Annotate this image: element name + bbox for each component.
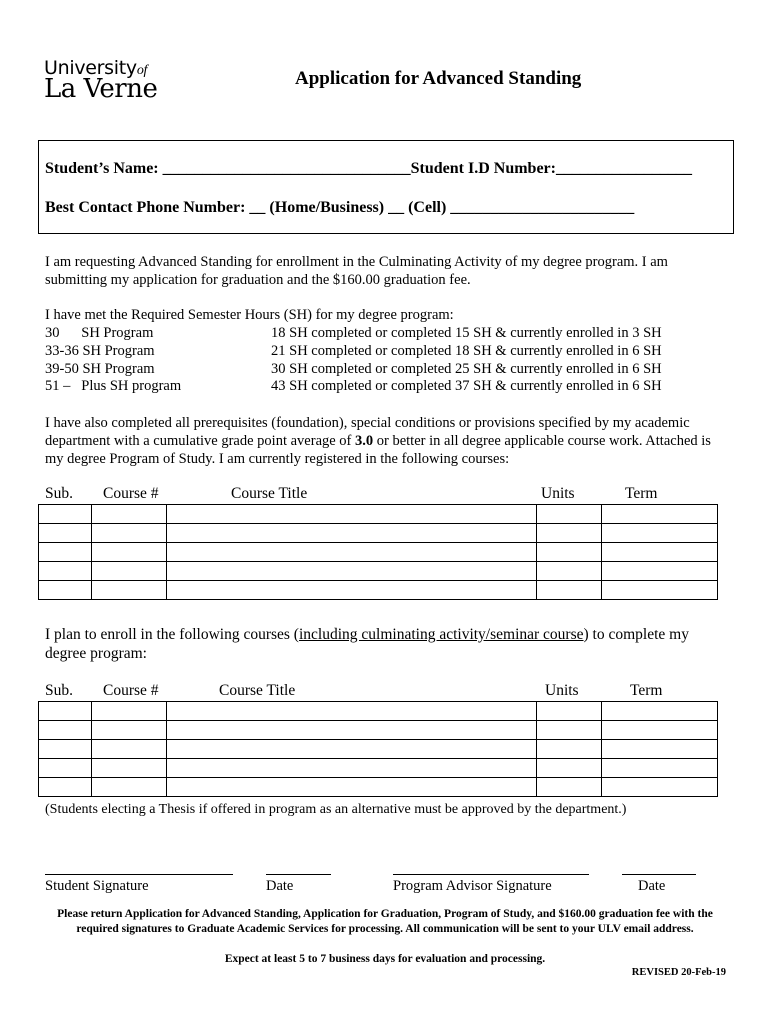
sh-program-3: 51 – Plus SH program (45, 378, 182, 394)
cell[interactable] (39, 759, 92, 778)
cell[interactable] (167, 543, 537, 562)
prereq-text-b: or better in all degree applicable course work. Attached is my degree Program of Study. I am currently registered in the following courses: (45, 433, 711, 467)
cell[interactable] (602, 721, 718, 740)
sh-intro: I have met the Required Semester Hours (SH) for my degree program: (45, 307, 454, 323)
header-course-title-2: Course Title (219, 682, 296, 699)
table-row (39, 702, 718, 721)
date-label-2: Date (638, 878, 666, 894)
advisor-signature-label: Program Advisor Signature (393, 878, 552, 894)
table-row (39, 581, 718, 600)
cell[interactable] (537, 505, 602, 524)
cell[interactable] (602, 740, 718, 759)
footer-processing-time: Expect at least 5 to 7 business days for evaluation and processing. (224, 953, 546, 965)
table-row (39, 562, 718, 581)
cell[interactable] (92, 702, 167, 721)
cell[interactable] (39, 562, 92, 581)
cell[interactable] (167, 778, 537, 797)
cell[interactable] (602, 778, 718, 797)
page-title: Application for Advanced Standing (295, 68, 582, 89)
cell[interactable] (92, 505, 167, 524)
header-units-2: Units (545, 682, 579, 699)
cell[interactable] (39, 543, 92, 562)
thesis-note: (Students electing a Thesis if offered in program as an alternative must be approved by the department.) (45, 802, 627, 817)
sh-req-2: 30 SH completed or completed 25 SH & currently enrolled in 6 SH (271, 361, 662, 377)
sh-req-0: 18 SH completed or completed 15 SH & currently enrolled in 3 SH (271, 325, 662, 341)
header-course-num: Course # (103, 485, 159, 502)
table-row (39, 505, 718, 524)
table-row (39, 543, 718, 562)
header-term-2: Term (630, 682, 663, 699)
cell[interactable] (167, 759, 537, 778)
cell[interactable] (602, 505, 718, 524)
plan-underlined: including culminating activity/seminar course (298, 626, 584, 643)
cell[interactable] (602, 524, 718, 543)
cell[interactable] (537, 562, 602, 581)
cell[interactable] (537, 778, 602, 797)
sh-req-3: 43 SH completed or completed 37 SH & currently enrolled in 6 SH (271, 378, 662, 394)
cell[interactable] (39, 721, 92, 740)
header-course-title: Course Title (231, 485, 308, 502)
cell[interactable] (602, 562, 718, 581)
contact-phone-field[interactable]: Best Contact Phone Number: __ (Home/Business) __ (Cell) _______________________ (45, 199, 635, 216)
cell[interactable] (167, 581, 537, 600)
student-name-field[interactable]: Student’s Name: _______________________________Student I.D Number:_________________ (45, 160, 692, 177)
cell[interactable] (537, 702, 602, 721)
cell[interactable] (167, 721, 537, 740)
logo-line1: University (44, 57, 137, 79)
header-term: Term (625, 485, 658, 502)
planned-courses-table (38, 701, 718, 797)
header-units: Units (541, 485, 575, 502)
sh-req-1: 21 SH completed or completed 18 SH & currently enrolled in 6 SH (271, 343, 662, 359)
table-row (39, 740, 718, 759)
cell[interactable] (537, 721, 602, 740)
cell[interactable] (537, 543, 602, 562)
prereq-paragraph (45, 414, 725, 468)
cell[interactable] (602, 759, 718, 778)
cell[interactable] (167, 702, 537, 721)
logo-name: La Verne (44, 74, 158, 104)
cell[interactable] (92, 740, 167, 759)
student-info-box (38, 140, 734, 234)
footer-instructions: Please return Application for Advanced Standing, Application for Graduation, Program of Study, and $160.00 graduation fee with the required signatures to Graduate Academic Services for processing. All communication will be sent to your ULV email address. (57, 908, 713, 935)
cell[interactable] (602, 543, 718, 562)
intro-paragraph: I am requesting Advanced Standing for enrollment in the Culminating Activity of my degree program. I am submitting my application for graduation and the $160.00 graduation fee. (45, 254, 668, 288)
cell[interactable] (167, 740, 537, 759)
cell[interactable] (39, 581, 92, 600)
revision-date: REVISED 20-Feb-19 (631, 967, 726, 978)
cell[interactable] (537, 524, 602, 543)
cell[interactable] (537, 759, 602, 778)
student-signature-line[interactable] (45, 874, 233, 875)
cell[interactable] (537, 740, 602, 759)
student-signature-label: Student Signature (45, 878, 149, 894)
cell[interactable] (167, 562, 537, 581)
sh-program-0: 30 SH Program (45, 325, 154, 341)
logo-of: of (136, 63, 148, 78)
cell[interactable] (537, 581, 602, 600)
plan-text-a: I plan to enroll in the following courses ( (45, 626, 299, 643)
cell[interactable] (39, 524, 92, 543)
cell[interactable] (602, 581, 718, 600)
sh-program-1: 33-36 SH Program (45, 343, 155, 359)
cell[interactable] (92, 562, 167, 581)
cell[interactable] (39, 702, 92, 721)
current-courses-table (38, 504, 718, 600)
header-sub-2: Sub. (45, 682, 73, 699)
sh-program-2: 39-50 SH Program (45, 361, 155, 377)
cell[interactable] (39, 505, 92, 524)
plan-paragraph (45, 625, 725, 663)
cell[interactable] (92, 759, 167, 778)
plan-text-b: ) to complete my degree program: (45, 626, 689, 662)
cell[interactable] (92, 778, 167, 797)
date-line-1[interactable] (266, 874, 331, 875)
table-row (39, 759, 718, 778)
table-row (39, 524, 718, 543)
cell[interactable] (167, 505, 537, 524)
cell[interactable] (39, 740, 92, 759)
cell[interactable] (167, 524, 537, 543)
prereq-text-a: I have also completed all prerequisites (foundation), special conditions or provisions specified by my academic department with a cumulative grade point average of (45, 415, 690, 449)
header-course-num-2: Course # (103, 682, 159, 699)
cell[interactable] (92, 524, 167, 543)
gpa-value: 3.0 (355, 433, 374, 449)
cell[interactable] (92, 581, 167, 600)
table-row (39, 778, 718, 797)
header-sub: Sub. (45, 485, 73, 502)
advisor-signature-line[interactable] (393, 874, 589, 875)
table-row (39, 721, 718, 740)
cell[interactable] (39, 778, 92, 797)
cell[interactable] (602, 702, 718, 721)
cell[interactable] (92, 721, 167, 740)
date-label-1: Date (266, 878, 294, 894)
cell[interactable] (92, 543, 167, 562)
date-line-2[interactable] (622, 874, 696, 875)
